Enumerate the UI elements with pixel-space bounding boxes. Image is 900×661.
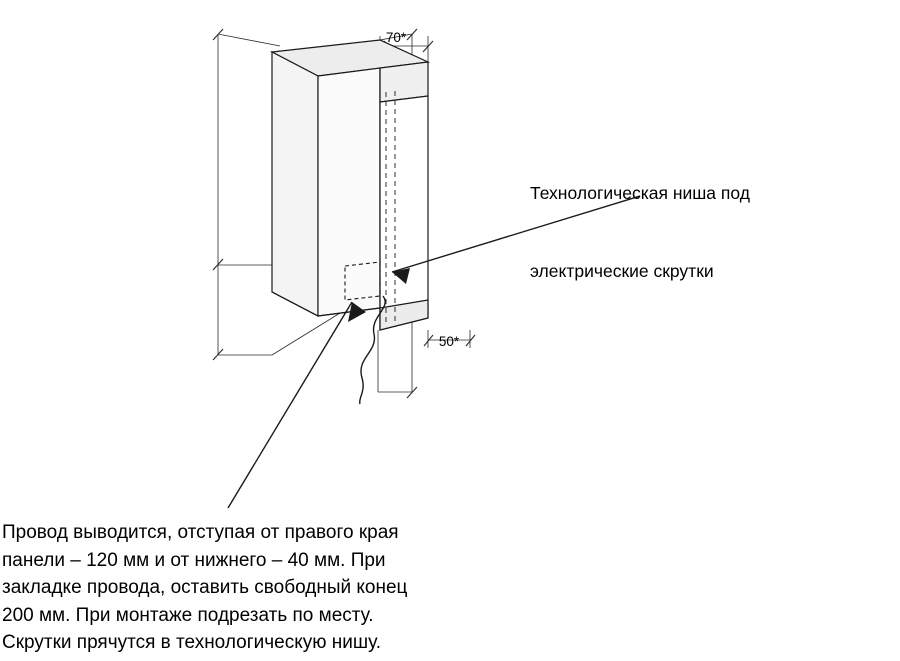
installation-note <box>2 519 522 657</box>
panel-front-face <box>318 68 380 316</box>
callout-niche-line-1: Технологическая ниша под <box>530 183 750 203</box>
ext-line-top-left <box>218 34 280 46</box>
panel-rib-top <box>380 62 428 102</box>
note-line-3: закладке провода, оставить свободный конец <box>2 577 408 598</box>
dimension-50-label: 50* <box>438 334 460 349</box>
note-line-5: Скрутки прячутся в технологическую нишу. <box>2 632 381 653</box>
leader-note <box>228 302 366 508</box>
dimension-70-label: 70* <box>385 30 407 45</box>
callout-niche-line-2: электрические скрутки <box>530 261 714 281</box>
panel-3d <box>272 40 428 330</box>
note-line-4: 200 мм. При монтаже подрезать по месту. <box>2 604 374 626</box>
callout-niche <box>530 128 750 336</box>
note-line-2: панели – 120 мм и от нижнего – 40 мм. При <box>2 549 386 571</box>
note-line-1: Провод выводится, отступая от правого края <box>2 522 399 543</box>
panel-left-face <box>272 52 318 316</box>
panel-rib-face <box>380 96 428 330</box>
